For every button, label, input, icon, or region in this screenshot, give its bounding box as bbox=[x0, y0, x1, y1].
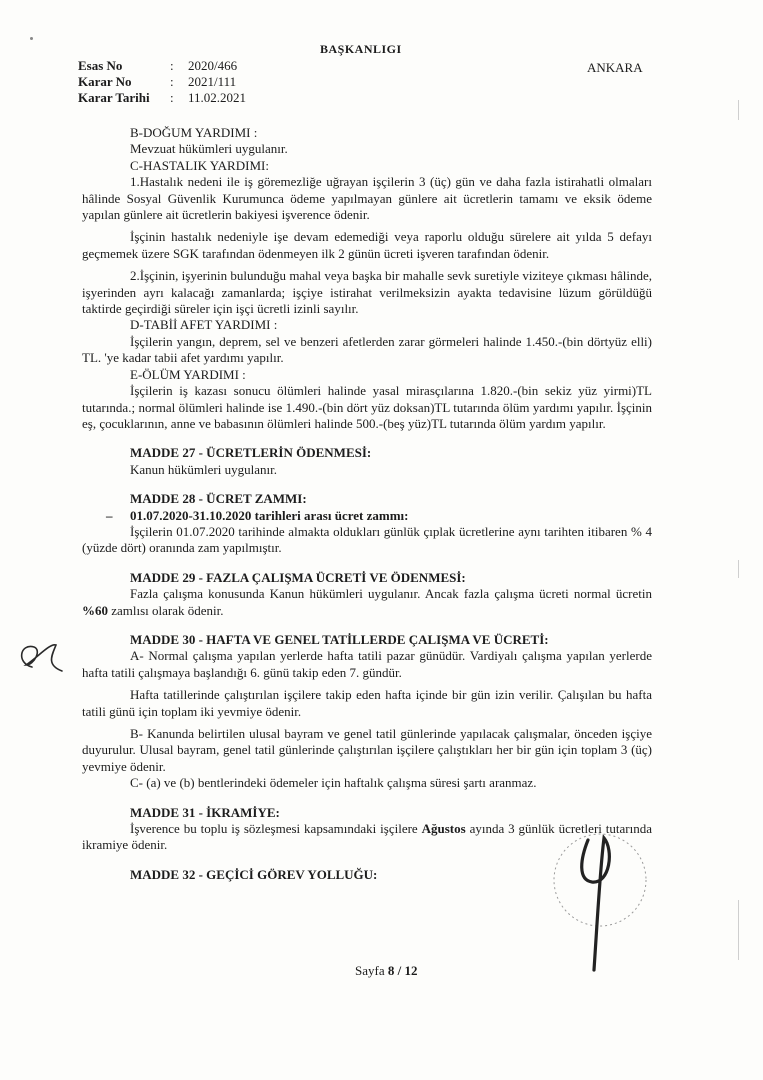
section-heading-afet: D-TABİİ AFET YARDIMI : bbox=[130, 317, 278, 333]
meta-value: 2020/466 bbox=[188, 58, 238, 73]
meta-row-karar bbox=[78, 74, 246, 90]
bold-run: %60 bbox=[82, 602, 108, 618]
court-header-title: BAŞKANLIGI bbox=[320, 42, 402, 56]
text-run: İşverence bu toplu iş sözleşmesi kapsamındaki işçilere bbox=[130, 821, 422, 837]
meta-label: Esas No bbox=[78, 58, 123, 73]
page-value: 8 / 12 bbox=[387, 963, 418, 978]
scan-edge-mark bbox=[738, 100, 739, 120]
article-subtitle bbox=[82, 508, 652, 524]
paragraph: Mevzuat hükümleri uygulanır. bbox=[130, 141, 288, 157]
scan-edge-mark bbox=[738, 900, 739, 960]
meta-colon: : bbox=[170, 58, 174, 73]
signature-stamp bbox=[540, 820, 660, 980]
text-run: Fazla çalışma konusunda Kanun hükümleri uygulanır. Ancak fazla çalışma ücreti normal ücretin bbox=[130, 586, 652, 602]
section-heading-olum: E-ÖLÜM YARDIMI : bbox=[130, 366, 246, 382]
paragraph: C- (a) ve (b) bentlerindeki ödemeler için haftalık çalışma süresi şartı aranmaz. bbox=[130, 775, 537, 791]
paragraph: İşçilerin iş kazası sonucu ölümleri halinde yasal mirasçılarına 1.820.-(bin sekiz yüz yirmi)TL tutarında.; normal ölümleri halinde ise 1.490.-(bin dört yüz doksan)TL tutarında ölüm yardımı yapılır. İşçinin eş, çocuklarının, anne ve babasının ölümleri halinde 500.-(beş yüz)TL tutarında ölüm yardım yapılır. bbox=[82, 383, 652, 431]
paragraph: A- Normal çalışma yapılan yerlerde hafta tatili pazar günüdür. Vardiyalı çalışma yapılan yerlerde hafta tatili çalışmaya başlandığı 6. günü takip eden 7. gündür. bbox=[82, 648, 652, 680]
page-label: Sayfa bbox=[355, 963, 385, 978]
paragraph: İşçilerin yangın, deprem, sel ve benzeri afetlerden zarar görmeleri halinde 1.450.-(bin dörtyüz elli) TL. 'ye kadar tabii afet yardımı yapılır. bbox=[82, 333, 652, 366]
text-run: zamlısı olarak ödenir. bbox=[108, 602, 224, 618]
subtitle-text: 01.07.2020-31.10.2020 tarihleri arası ücret zammı: bbox=[130, 507, 409, 523]
text-run: ayında 3 günlük ücretleri tutarında ikramiye ödenir. bbox=[82, 821, 652, 853]
meta-label: Karar No bbox=[78, 74, 132, 89]
article-title-28: MADDE 28 - ÜCRET ZAMMI: bbox=[130, 491, 307, 507]
paragraph: B- Kanunda belirtilen ulusal bayram ve genel tatil günlerinde yapılacak çalışmalar, önceden işçiye duyurulur. Ulusal bayram, genel tatil günlerinde çalıştırılan işçilere çalıştıkları her bir gün için toplam 3 (üç) yevmiye ödenir. bbox=[82, 726, 652, 774]
handwritten-initial bbox=[12, 637, 72, 677]
article-title-32: MADDE 32 - GEÇİCİ GÖREV YOLLUĞU: bbox=[130, 866, 378, 882]
meta-row-tarih bbox=[78, 90, 246, 106]
scan-edge-mark bbox=[738, 560, 739, 578]
case-meta bbox=[78, 58, 246, 106]
meta-label: Karar Tarihi bbox=[78, 90, 150, 105]
article-title-30: MADDE 30 - HAFTA VE GENEL TATİLLERDE ÇALIŞMA VE ÜCRETİ: bbox=[130, 631, 549, 647]
page-number bbox=[355, 963, 417, 979]
article-title-29: MADDE 29 - FAZLA ÇALIŞMA ÜCRETİ VE ÖDENMESİ: bbox=[130, 569, 466, 585]
paragraph bbox=[82, 586, 652, 619]
dash-bullet: – bbox=[106, 507, 113, 523]
paragraph: Kanun hükümleri uygulanır. bbox=[130, 461, 277, 477]
paragraph: İşçinin hastalık nedeniyle işe devam edemediği veya raporlu olduğu sürelere ait yılda 5 defayı geçmemek üzere SGK tarafından ödenmeyen ilk 2 günün ücreti işveren tarafından ödenir. bbox=[82, 229, 652, 261]
paragraph: 1.Hastalık nedeni ile iş göremezliğe uğrayan işçilerin 3 (üç) gün ve daha fazla istirahatli olmaları hâlinde Sosyal Güvenlik Kurumunca ödeme yapılmayan günlere ait ücretlerin tamamı ve eksik ödeme yapılan günlere ait ücretlerin bakiyesi işverence ödenir. bbox=[82, 174, 652, 223]
meta-row-esas bbox=[78, 58, 246, 74]
scan-speck bbox=[30, 37, 33, 40]
section-heading-dogum: B-DOĞUM YARDIMI : bbox=[130, 125, 258, 140]
meta-colon: : bbox=[170, 74, 174, 89]
meta-value: 11.02.2021 bbox=[188, 90, 247, 105]
meta-colon: : bbox=[170, 90, 174, 105]
bold-run: Ağustos bbox=[421, 821, 466, 837]
meta-value: 2021/111 bbox=[188, 74, 237, 89]
paragraph: 2.İşçinin, işyerinin bulunduğu mahal veya başka bir mahalle sevk suretiyle viziteye çıkması hâlinde, işyerinden ayrı kalacağı zamanlarda; işçiye istirahat verilmeksizin ayakta tedavisine lüzum görüldüğü taktirde geçirdiği süreler için işçi ücretli izinli sayılır. bbox=[82, 268, 652, 317]
article-title-27: MADDE 27 - ÜCRETLERİN ÖDENMESİ: bbox=[130, 445, 372, 461]
article-title-31: MADDE 31 - İKRAMİYE: bbox=[130, 804, 280, 820]
paragraph: Hafta tatillerinde çalıştırılan işçilere takip eden hafta içinde bir gün izin verilir. Çalışılan bu hafta tatili günü için toplam iki yevmiye ödenir. bbox=[82, 687, 652, 719]
city-label: ANKARA bbox=[587, 60, 643, 75]
paragraph: İşçilerin 01.07.2020 tarihinde almakta oldukları günlük çıplak ücretlerine aynı tarihten itibaren % 4 (yüzde dört) oranında zam yapılmıştır. bbox=[82, 523, 652, 556]
document-body bbox=[82, 125, 652, 883]
section-heading-hastalik: C-HASTALIK YARDIMI: bbox=[130, 157, 269, 173]
